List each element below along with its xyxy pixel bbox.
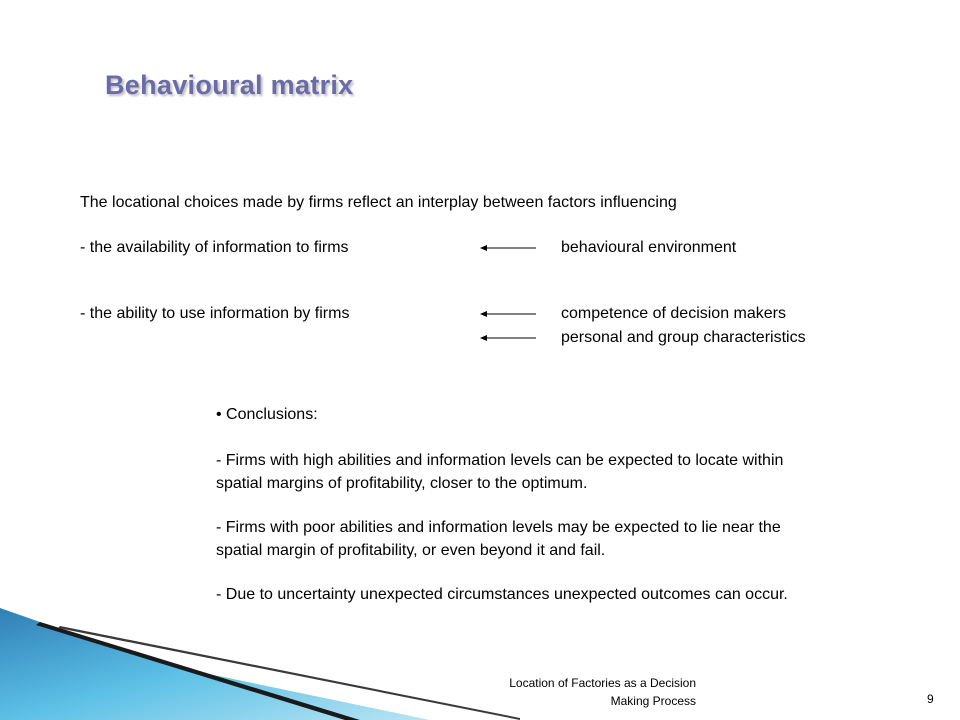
slide-title: Behavioural matrix (105, 70, 354, 100)
page-number: 9 (927, 692, 934, 706)
conclusions-heading: • Conclusions: (216, 406, 318, 423)
decorative-swoosh (0, 600, 560, 720)
row-availability-right: behavioural environment (561, 239, 737, 256)
row-characteristics-right: personal and group characteristics (561, 329, 806, 346)
intro-text: The locational choices made by firms reflect an interplay between factors influencing (80, 194, 677, 211)
footer-line-1: Location of Factories as a Decision (509, 676, 696, 690)
row-availability-left: - the availability of information to firms (80, 239, 349, 256)
left-arrow-icon (480, 333, 536, 343)
row-ability-left: - the ability to use information by firms (80, 305, 350, 322)
left-arrow-icon (480, 309, 536, 319)
conclusion-1-line-2: spatial margins of profitability, closer to the optimum. (216, 475, 588, 492)
conclusion-2-line-2: spatial margin of profitability, or even beyond it and fail. (216, 542, 606, 559)
footer-title (509, 674, 696, 710)
left-arrow-icon (480, 243, 536, 253)
footer-line-2: Making Process (610, 694, 696, 708)
conclusion-2-line-1: - Firms with poor abilities and information levels may be expected to lie near the (216, 519, 781, 536)
conclusion-1-line-1: - Firms with high abilities and information levels can be expected to locate within (216, 452, 784, 469)
conclusion-3: - Due to uncertainty unexpected circumstances unexpected outcomes can occur. (216, 586, 788, 603)
row-ability-right: competence of decision makers (561, 305, 786, 322)
